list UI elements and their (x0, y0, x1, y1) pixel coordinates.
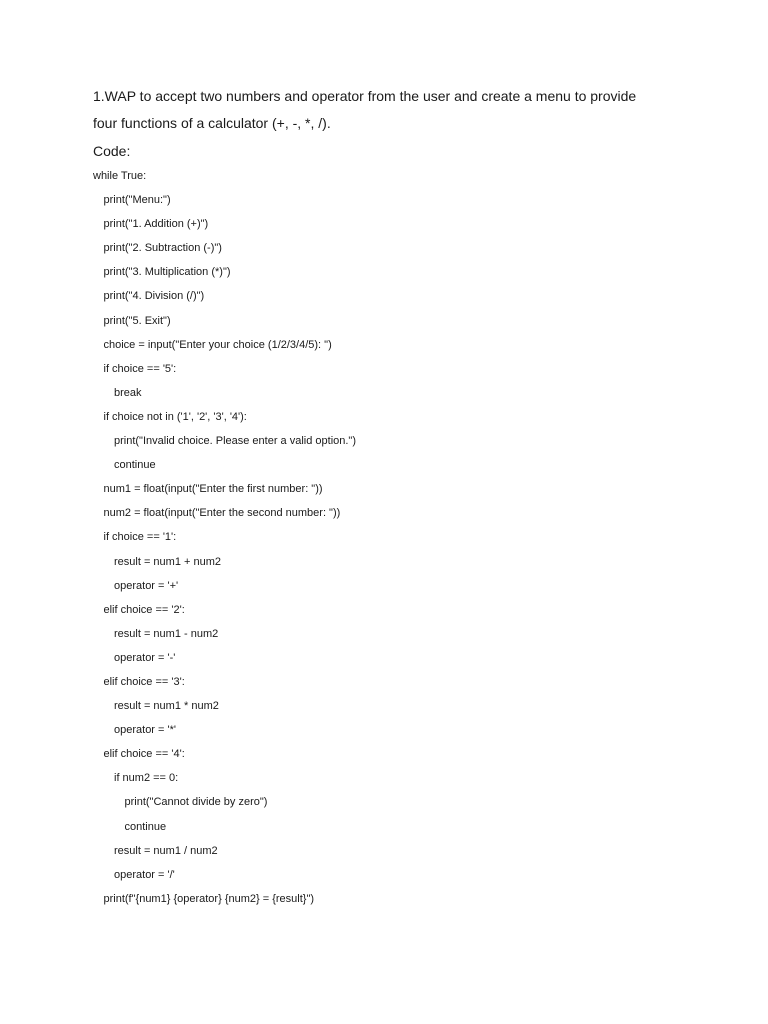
code-line: operator = '+' (114, 579, 179, 592)
question-line-1: 1.WAP to accept two numbers and operator from the user and create a menu to provide (93, 88, 637, 104)
code-line: print("Menu:") (103, 194, 171, 207)
code-line: operator = '*' (114, 724, 176, 737)
code-line: num2 = float(input("Enter the second number: ")) (103, 507, 341, 520)
code-line: elif choice == '3': (103, 675, 185, 688)
code-line: elif choice == '2': (103, 603, 185, 616)
code-line: if num2 == 0: (114, 772, 179, 785)
code-line: print("5. Exit") (103, 314, 171, 327)
code-line: print("4. Division (/)") (103, 290, 205, 303)
question-line-2: four functions of a calculator (+, -, *, /). (93, 115, 331, 131)
code-line: print("Invalid choice. Please enter a valid option.") (114, 435, 356, 448)
code-line: operator = '-' (114, 651, 176, 664)
code-line: elif choice == '4': (103, 748, 185, 761)
code-line: continue (114, 459, 156, 472)
code-line: choice = input("Enter your choice (1/2/3/4/5): ") (103, 338, 332, 351)
code-line: print("Cannot divide by zero") (124, 796, 268, 809)
code-line: print("3. Multiplication (*)") (103, 266, 231, 279)
code-line: if choice == '5': (103, 362, 177, 375)
code-line: num1 = float(input("Enter the first number: ")) (103, 483, 323, 496)
code-line: result = num1 + num2 (114, 555, 222, 568)
code-line: continue (124, 820, 167, 833)
code-line: break (114, 386, 142, 399)
code-line: result = num1 - num2 (114, 627, 219, 640)
code-line: print(f"{num1} {operator} {num2} = {result}") (103, 892, 315, 905)
code-line: while True: (93, 170, 147, 182)
code-line: if choice == '1': (103, 531, 177, 544)
code-line: result = num1 / num2 (114, 844, 218, 857)
code-line: if choice not in ('1', '2', '3', '4'): (103, 410, 247, 423)
code-block (93, 166, 356, 913)
code-line: operator = '/' (114, 868, 175, 881)
code-line: print("1. Addition (+)") (103, 218, 209, 231)
code-line: result = num1 * num2 (114, 700, 219, 713)
code-line: print("2. Subtraction (-)") (103, 242, 222, 255)
code-label: Code: (93, 143, 131, 159)
